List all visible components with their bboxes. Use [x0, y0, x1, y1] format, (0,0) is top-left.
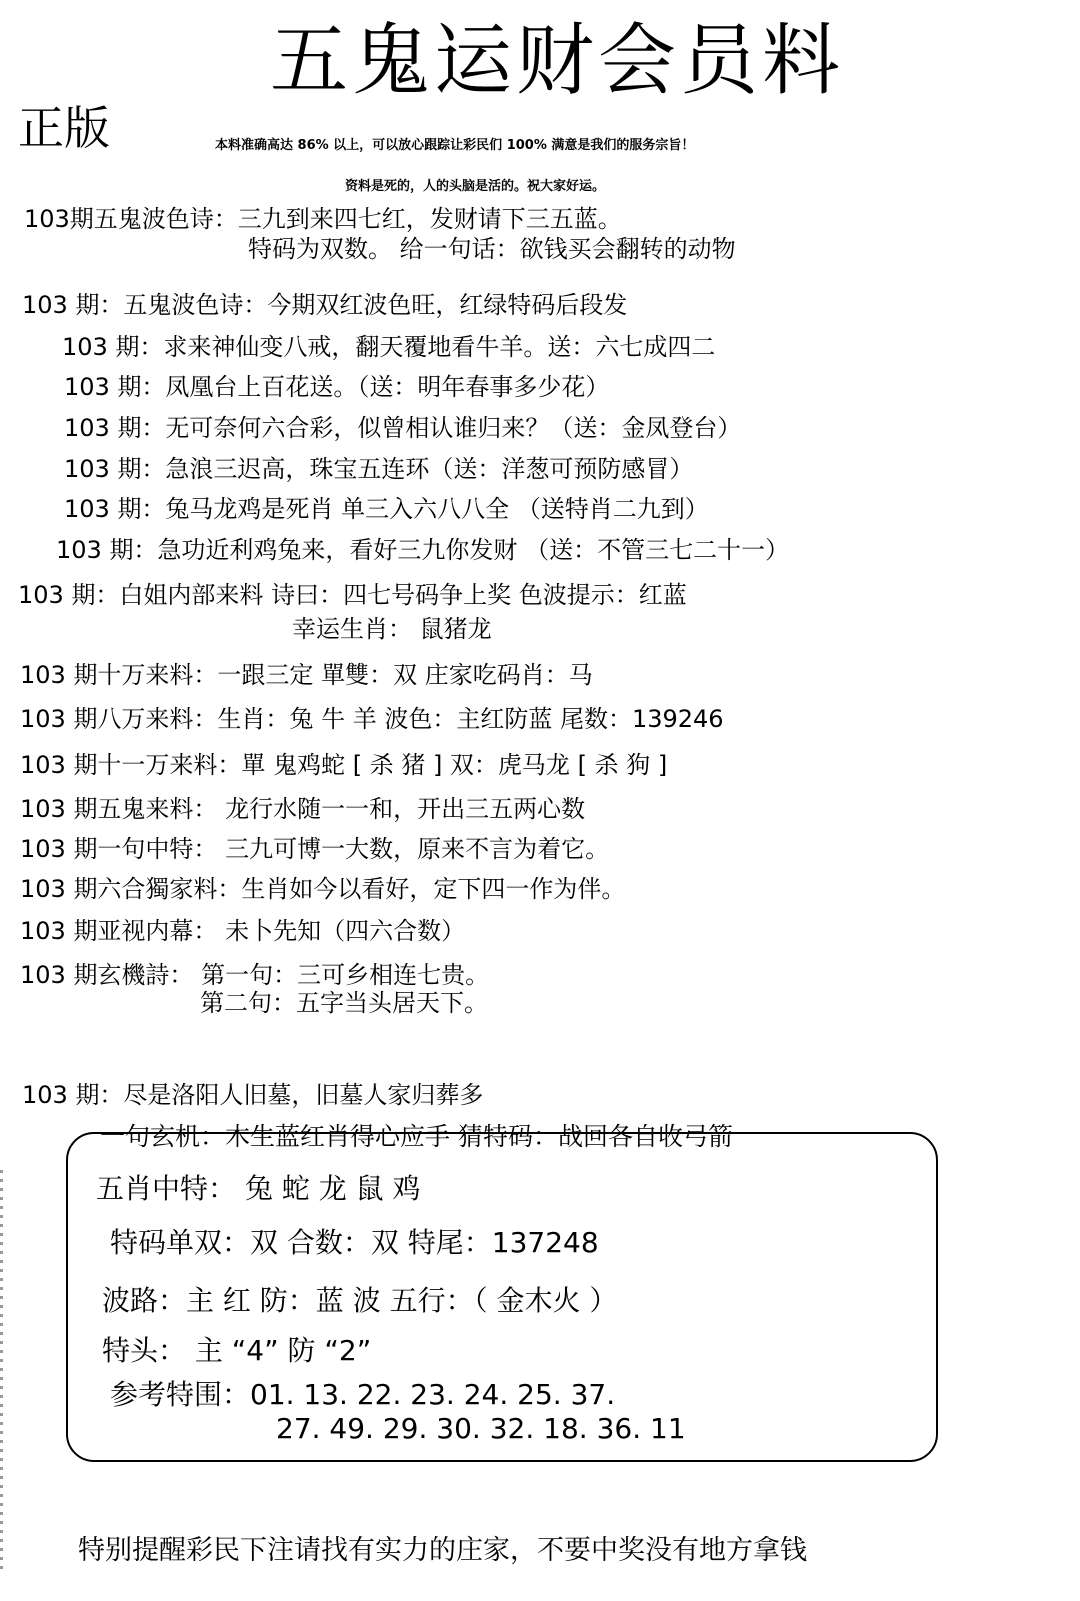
- box-line-head: 特头： 主 “4” 防 “2”: [102, 1334, 372, 1367]
- text-line: 第二句：五字当头居天下。: [200, 989, 488, 1017]
- scan-edge-marks: [0, 1170, 3, 1570]
- text-line: 103 期：凤凰台上百花送。（送：明年春事多少花）: [64, 373, 610, 401]
- page-title: 五鬼运财会员料: [270, 16, 845, 106]
- subtitle-accuracy: 本料准确高达 86% 以上，可以放心跟踪让彩民们 100% 满意是我们的服务宗旨！: [215, 138, 695, 153]
- text-line: 103 期：白姐内部来料 诗曰：四七号码争上奖 色波提示：红蓝: [18, 581, 687, 609]
- box-line-zodiac: 五肖中特： 兔 蛇 龙 鼠 鸡: [96, 1172, 421, 1205]
- text-line: 103 期五鬼来料： 龙行水随一一和，开出三五两心数: [20, 795, 586, 823]
- text-line: 103 期：求来神仙变八戒，翻天覆地看牛羊。送：六七成四二: [62, 333, 716, 361]
- footer-reminder: 特别提醒彩民下注请找有实力的庄家，不要中奖没有地方拿钱: [78, 1535, 807, 1566]
- edition-badge: 正版: [18, 101, 110, 155]
- text-line: 103 期：兔马龙鸡是死肖 单三入六八八全 （送特肖二九到）: [64, 495, 709, 523]
- text-line: 103期五鬼波色诗：三九到来四七红，发财请下三五蓝。: [24, 205, 622, 233]
- text-line: 103 期：尽是洛阳人旧墓，旧墓人家归葬多: [22, 1081, 484, 1109]
- text-line: 103 期：五鬼波色诗：今期双红波色旺，红绿特码后段发: [22, 291, 628, 319]
- box-line-range-1: 参考特围：01. 13. 22. 23. 24. 25. 37.: [110, 1378, 616, 1411]
- text-line: 103 期：急功近利鸡兔来，看好三九你发财 （送：不管三七二十一）: [56, 536, 790, 564]
- text-line: 103 期六合獨家料：生肖如今以看好，定下四一作为伴。: [20, 875, 626, 903]
- text-line: 103 期玄機詩： 第一句：三可乡相连七贵。: [20, 961, 490, 989]
- text-line: 103 期：无可奈何六合彩，似曾相认谁归来？（送：金凤登台）: [64, 414, 742, 442]
- text-line: 103 期一句中特： 三九可博一大数，原来不言为着它。: [20, 835, 610, 863]
- box-line-range-2: 27. 49. 29. 30. 32. 18. 36. 11: [276, 1412, 686, 1445]
- text-line: 103 期十万来料：一跟三定 單雙：双 庄家吃码肖：马: [20, 661, 593, 689]
- text-line: 103 期十一万来料：單 鬼鸡蛇 [ 杀 猪 ] 双：虎马龙 [ 杀 狗 ]: [20, 751, 668, 779]
- text-line: 103 期：急浪三迟高，珠宝五连环（送：洋葱可预防感冒）: [64, 455, 694, 483]
- box-line-odd-even: 特码单双：双 合数：双 特尾：137248: [110, 1226, 599, 1259]
- box-line-mystery: 一句玄机：木生蓝红肖得心应手 猜特码：战回各自收弓箭: [100, 1122, 733, 1151]
- box-line-color: 波路：主 红 防：蓝 波 五行：（ 金木火 ）: [102, 1284, 618, 1317]
- subtitle-luck: 资料是死的，人的头脑是活的。祝大家好运。: [345, 179, 606, 194]
- text-line: 幸运生肖： 鼠猪龙: [292, 615, 492, 643]
- text-line: 103 期八万来料：生肖：兔 牛 羊 波色：主红防蓝 尾数：139246: [20, 705, 724, 733]
- text-line: 特码为双数。 给一句话：欲钱买会翻转的动物: [248, 235, 736, 263]
- text-line: 103 期亚视内幕： 未卜先知（四六合数）: [20, 917, 466, 945]
